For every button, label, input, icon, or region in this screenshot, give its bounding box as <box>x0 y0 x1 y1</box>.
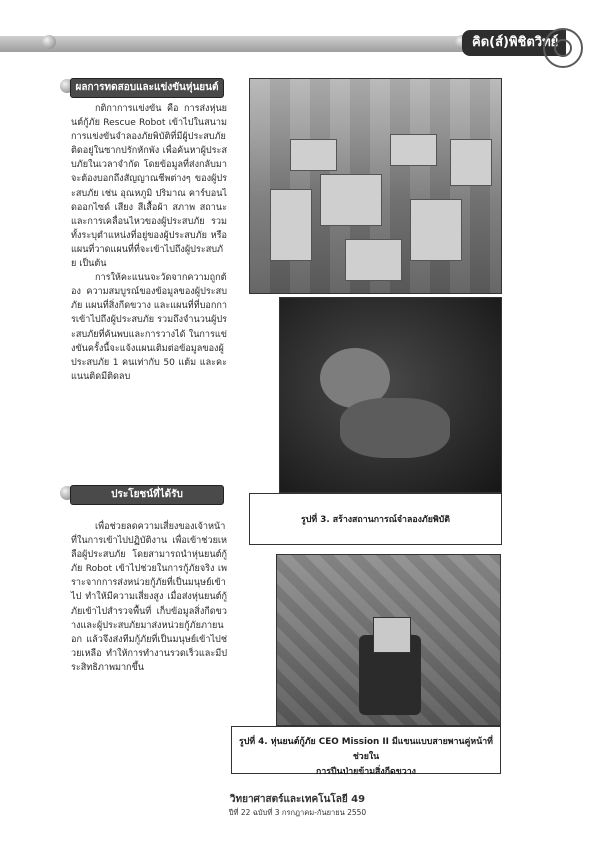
section1-body <box>71 102 227 384</box>
header-dot-icon <box>42 35 56 49</box>
arena-photo <box>249 78 502 294</box>
section-tab: คิด(ส์)พิชิตวิทย์ <box>462 30 566 56</box>
figure-3-caption: รูปที่ 3. สร้างสถานการณ์จำลองภัยพิบัติ <box>249 493 502 545</box>
journal-title: วิทยาศาสตร์และเทคโนโลยี 49 <box>229 794 366 805</box>
swirl-logo-icon <box>543 28 583 68</box>
issue-line: ปีที่ 22 ฉบับที่ 3 กรกฎาคม-กันยายน 2550 <box>228 808 367 817</box>
caption-line: รูปที่ 4. หุ่นยนต์กู้ภัย CEO Mission II มีแขนแบบสายพานคู่หน้าที่ช่วยใน <box>239 737 493 762</box>
paragraph: กติกาการแข่งขัน คือ การส่งหุ่นยนต์กู้ภัย Rescue Robot เข้าไปในสนามการแข่งขันจำลองภัยพิบัติที่มีผู้ประสบภัยติดอยู่ในซากปรักหักพัง เพื่อค้นหาผู้ประสบภัยในเวลาจำกัด โดยข้อมูลที่ส่งกลับมาจะต้องบอกถึงสัญญาณชีพต่างๆ ของผู้ประสบภัย เช่น อุณหภูมิ ปริมาณ คาร์บอนไดออกไซด์ เสียง สีเสื้อผ้า สภาพ สถานะ และการเคลื่อนไหวของผู้ประสบภัย รวมทั้งระบุตำแหน่งที่อยู่ของผู้ประสบภัย หรือแผนที่วาดแผนที่ที่จะเข้าไปถึงผู้ประสบภัย เป็นต้น <box>71 104 227 270</box>
robot-photo <box>276 554 501 726</box>
paragraph: การให้คะแนนจะวัดจากความถูกต้อง ความสมบูรณ์ของข้อมูลของผู้ประสบภัย แผนที่สิ่งกีดขวาง และแผนที่ที่บอกการเข้าไปถึงผู้ประสบภัย รวมถึงจำนวนผู้ประสบภัยที่ค้นพบและการวางได้ ในการแข่งขันครั้งนี้จะแจ้งแผนเติมต่อข้อมูลของผู้ประสบภัย 1 คนเท่ากับ 50 แต้ม และคะแนนติดมีติดลบ <box>71 273 227 382</box>
section-heading-benefits: ประโยชน์ที่ได้รับ <box>70 485 224 505</box>
victim-simulation-photo <box>279 297 502 493</box>
figure-4-caption <box>231 726 501 777</box>
section-heading-results: ผลการทดสอบและแข่งขันหุ่นยนต์ <box>70 78 224 98</box>
paragraph: เพื่อช่วยลดความเสี่ยงของเจ้าหน้าที่ในการเข้าไปปฏิบัติงาน เพื่อเข้าช่วยเหลือผู้ประสบภัย โดยสามารถนำหุ่นยนต์กู้ภัย Robot เข้าไปช่วยในการกู้ภัยจริง เพราะจากการส่งหน่วยกู้ภัยที่เป็นมนุษย์เข้าไป ทำให้มีความเสี่ยงสูง เมื่อส่งหุ่นยนต์กู้ภัยเข้าไปสำรวจพื้นที่ เก็บข้อมูลสิ่งกีดขวางและผู้ประสบภัยมาส่งหน่วยกู้ภัยภายนอก แล้วจึงส่งทีมกู้ภัยที่เป็นมนุษย์เข้าไปช่วยเหลือ ทำให้การทำงานรวดเร็วและมีประสิทธิภาพมากขึ้น <box>71 522 227 673</box>
caption-line: การปีนป่ายข้ามสิ่งกีดขวาง <box>316 767 416 777</box>
section2-body <box>71 520 227 675</box>
